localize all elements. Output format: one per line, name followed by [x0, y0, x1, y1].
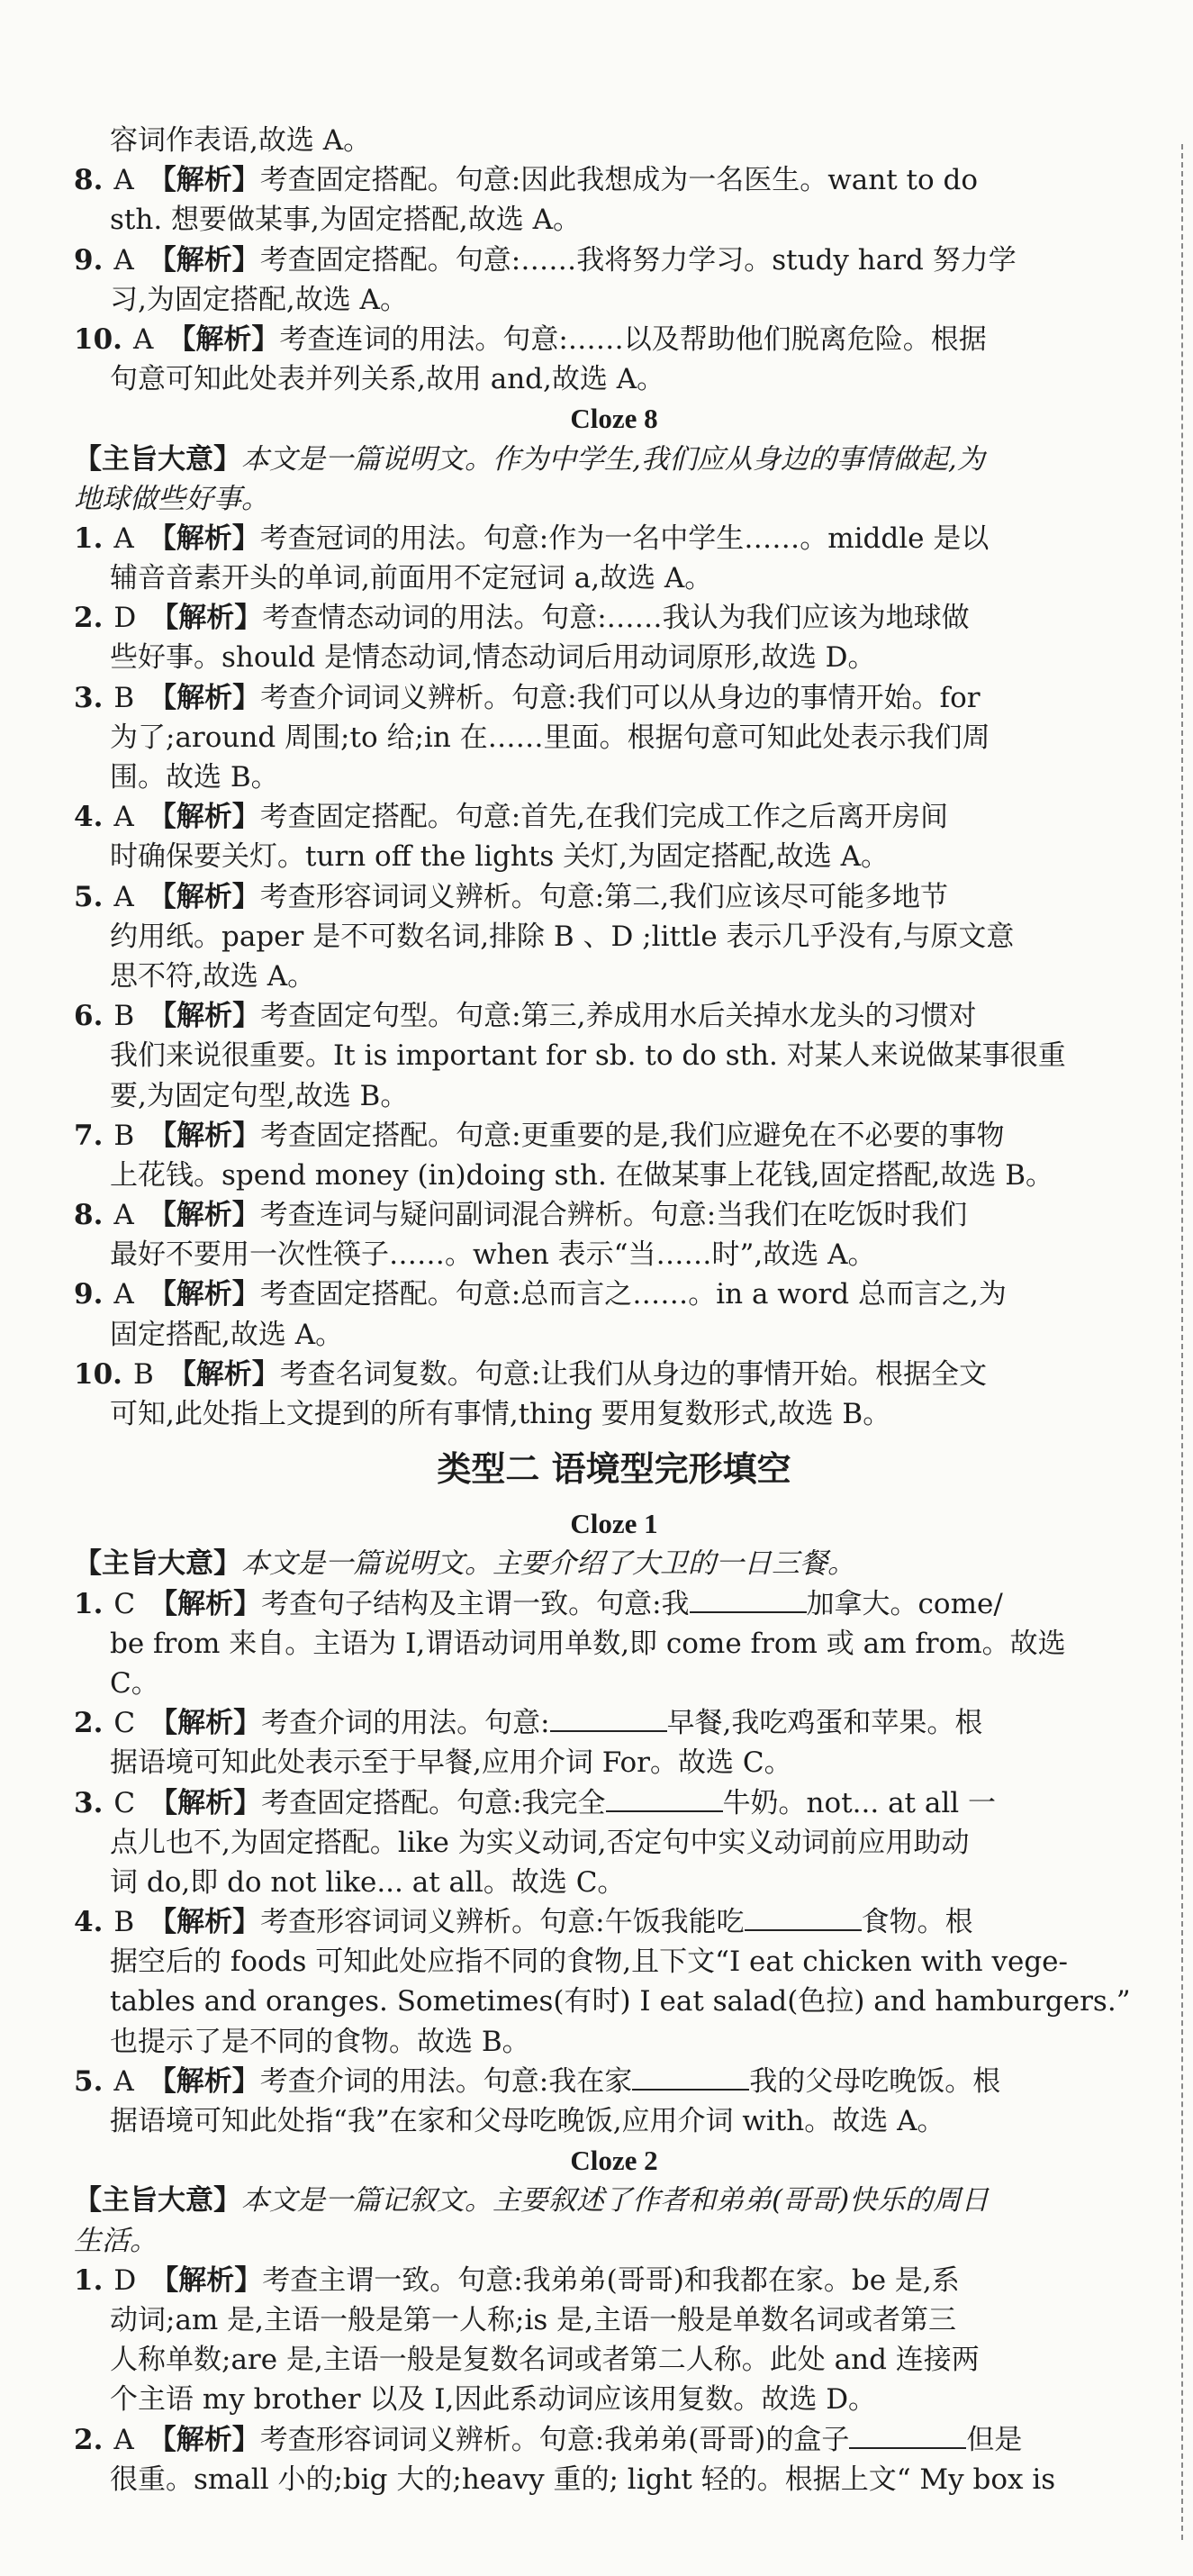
item-number: 5.	[74, 2064, 104, 2098]
analysis-text: 考查连词的用法。句意:……以及帮助他们脱离危险。根据	[279, 322, 987, 356]
analysis-text: 牛奶。not... at all 一	[722, 1786, 997, 1819]
line-text: 上花钱。spend money (in)doing sth. 在做某事上花钱,固定搭配,故选 B。	[110, 1158, 1054, 1192]
line-text: 时确保要关灯。turn off the lights 关灯,为固定搭配,故选 A。	[110, 840, 890, 874]
continuation-line	[74, 359, 1154, 399]
line-text: 约用纸。paper 是不可数名词,排除 B 、D ;little 表示几乎没有,与原文意	[110, 920, 1015, 953]
continuation-line	[74, 1076, 1154, 1116]
continuation-line	[74, 757, 1154, 797]
line-text: 据语境可知此处表示至于早餐,应用介词 For。故选 C。	[110, 1746, 792, 1780]
answer-letter: A	[132, 322, 154, 356]
line-text: 据空后的 foods 可知此处应指不同的食物,且下文“I eat chicken with vege-	[110, 1946, 1069, 1979]
line-text: 容词作表语,故选 A。	[110, 124, 372, 157]
answer-letter: C	[113, 1786, 136, 1819]
analysis-text: 考查形容词词义辨析。句意:第二,我们应该尽可能多地节	[259, 880, 949, 913]
item-number: 8.	[74, 1199, 104, 1232]
continuation-line	[74, 1156, 1154, 1195]
analysis-text: 考查固定搭配。句意:首先,在我们完成工作之后离开房间	[259, 801, 949, 834]
analysis-tag: 【解析】	[148, 1199, 260, 1232]
line-text: be from 来自。主语为 I,谓语动词用单数,即 come from 或 am from。故选	[110, 1627, 1066, 1660]
continuation-line	[74, 1394, 1154, 1434]
answer-item	[74, 1584, 1154, 1624]
continuation-line	[74, 2340, 1154, 2380]
fill-in-blank	[745, 1906, 862, 1931]
answer-item	[74, 1902, 1154, 1942]
analysis-tag: 【解析】	[149, 1906, 261, 1939]
item-number: 8.	[74, 164, 104, 197]
answer-item	[74, 598, 1154, 638]
fill-in-blank	[632, 2065, 749, 2091]
answer-item	[74, 1355, 1154, 1394]
item-number: 1.	[74, 2263, 104, 2297]
continuation-line	[74, 1624, 1154, 1664]
item-number: 9.	[74, 1278, 104, 1311]
analysis-tag: 【解析】	[149, 1000, 261, 1033]
cloze-title: Cloze 1	[570, 1508, 658, 1540]
cloze-heading	[74, 1504, 1154, 1544]
item-number: 3.	[74, 1786, 104, 1819]
line-text: 固定搭配,故选 A。	[110, 1318, 344, 1351]
line-text: 最好不要用一次性筷子……。when 表示“当……时”,故选 A。	[110, 1238, 876, 1272]
item-number: 2.	[74, 1707, 104, 1740]
answer-item	[74, 320, 1154, 359]
continuation-line	[74, 2300, 1154, 2340]
answer-letter: A	[113, 1278, 134, 1311]
continuation-line	[74, 2380, 1154, 2419]
analysis-tag: 【解析】	[148, 2423, 260, 2456]
answer-letter: A	[113, 801, 134, 834]
analysis-tag: 【解析】	[167, 322, 280, 356]
continuation-line	[74, 1823, 1154, 1863]
answer-letter: A	[113, 1199, 134, 1232]
fill-in-blank	[606, 1787, 723, 1812]
analysis-text: 考查介词的用法。句意:我在家	[259, 2064, 633, 2098]
line-text: tables and oranges. Sometimes(有时) I eat salad(色拉) and hamburgers.”	[110, 1985, 1131, 2018]
analysis-text: 早餐,我吃鸡蛋和苹果。根	[666, 1707, 983, 1740]
answer-letter: A	[113, 164, 134, 197]
answer-letter: A	[113, 522, 134, 555]
line-text: 要,为固定句型,故选 B。	[110, 1079, 409, 1112]
analysis-text: 考查固定搭配。句意:……我将努力学习。study hard 努力学	[259, 243, 1017, 277]
line-text: 也提示了是不同的食物。故选 B。	[110, 2025, 530, 2058]
analysis-text: 考查冠词的用法。句意:作为一名中学生……。middle 是以	[259, 522, 990, 555]
analysis-text: 考查固定搭配。句意:我完全	[261, 1786, 606, 1819]
analysis-text: 考查固定搭配。句意:总而言之……。in a word 总而言之,为	[259, 1278, 1007, 1311]
continuation-line	[74, 1743, 1154, 1782]
answer-letter: B	[113, 1119, 135, 1152]
analysis-text: 但是	[966, 2423, 1023, 2456]
item-number: 7.	[74, 1119, 104, 1152]
continuation-line	[74, 638, 1154, 677]
item-number: 2.	[74, 2423, 104, 2456]
item-number: 4.	[74, 801, 104, 834]
answer-item	[74, 2062, 1154, 2101]
continuation-line	[74, 957, 1154, 996]
analysis-tag: 【解析】	[148, 801, 260, 834]
answer-letter: B	[132, 1357, 154, 1391]
analysis-tag: 【解析】	[150, 602, 263, 635]
analysis-text: 考查句子结构及主谓一致。句意:我	[261, 1587, 690, 1620]
analysis-tag: 【解析】	[148, 880, 260, 913]
cloze-title: Cloze 2	[570, 2145, 658, 2177]
main-idea-line	[74, 1544, 1154, 1583]
main-idea-line	[74, 2181, 1154, 2220]
section-heading	[74, 1434, 1154, 1504]
analysis-tag: 【解析】	[148, 522, 260, 555]
analysis-text: 考查固定搭配。句意:因此我想成为一名医生。want to do	[259, 164, 978, 197]
section-title: 类型二 语境型完形填空	[437, 1448, 791, 1490]
line-text: 点儿也不,为固定搭配。like 为实义动词,否定句中实义动词前应用助动	[110, 1826, 970, 1859]
fill-in-blank	[690, 1588, 807, 1613]
continuation-line	[74, 1942, 1154, 1982]
continuation-line	[74, 2101, 1154, 2141]
analysis-text: 考查主谓一致。句意:我弟弟(哥哥)和我都在家。be 是,系	[262, 2263, 960, 2297]
answer-letter: D	[113, 602, 137, 635]
line-text: 句意可知此处表并列关系,故用 and,故选 A。	[110, 363, 665, 396]
analysis-text: 考查形容词词义辨析。句意:午饭我能吃	[260, 1906, 745, 1939]
analysis-text: 我的父母吃晚饭。根	[749, 2064, 1001, 2098]
analysis-tag: 【解析】	[149, 681, 261, 714]
item-number: 4.	[74, 1906, 104, 1939]
continuation-line	[74, 2022, 1154, 2062]
item-number: 1.	[74, 1587, 104, 1620]
line-text: 辅音音素开头的单词,前面用不定冠词 a,故选 A。	[110, 562, 713, 595]
main-idea-tag: 【主旨大意】	[74, 2184, 241, 2218]
item-number: 6.	[74, 1000, 104, 1033]
line-text: 个主语 my brother 以及 I,因此系动词应该用复数。故选 D。	[110, 2383, 877, 2417]
line-text: 习,为固定搭配,故选 A。	[110, 283, 408, 316]
line-text: 词 do,即 do not like... at all。故选 C。	[110, 1865, 626, 1899]
analysis-text: 考查情态动词的用法。句意:……我认为我们应该为地球做	[262, 602, 970, 635]
item-number: 10.	[74, 1357, 122, 1391]
answer-item	[74, 1195, 1154, 1235]
main-idea-text: 本文是一篇说明文。作为中学生,我们应从身边的事情做起,为	[241, 442, 985, 476]
analysis-tag: 【解析】	[150, 2263, 263, 2297]
item-number: 5.	[74, 880, 104, 913]
continuation-line	[74, 558, 1154, 598]
main-idea-text: 地球做些好事。	[74, 482, 269, 515]
main-idea-tag: 【主旨大意】	[74, 1547, 241, 1581]
continuation-line	[74, 121, 1154, 160]
analysis-text: 考查介词的用法。句意:	[261, 1707, 550, 1740]
item-number: 2.	[74, 602, 104, 635]
line-text: 可知,此处指上文提到的所有事情,thing 要用复数形式,故选 B。	[110, 1398, 891, 1430]
line-text: 围。故选 B。	[110, 761, 279, 794]
main-idea-continuation	[74, 2221, 1154, 2261]
analysis-text: 考查连词与疑问副词混合辨析。句意:当我们在吃饭时我们	[259, 1199, 968, 1232]
continuation-line	[74, 1863, 1154, 1902]
analysis-tag: 【解析】	[149, 1707, 262, 1740]
continuation-line	[74, 1664, 1154, 1703]
continuation-line	[74, 2460, 1154, 2499]
answer-item	[74, 160, 1154, 200]
continuation-line	[74, 1235, 1154, 1274]
line-text: C。	[110, 1666, 159, 1700]
continuation-line	[74, 1315, 1154, 1355]
item-number: 9.	[74, 243, 104, 277]
answer-item	[74, 1783, 1154, 1823]
continuation-line	[74, 718, 1154, 757]
answer-item	[74, 1274, 1154, 1314]
continuation-line	[74, 917, 1154, 957]
answer-letter: B	[113, 1000, 135, 1033]
answer-letter: C	[113, 1587, 136, 1620]
analysis-tag: 【解析】	[167, 1357, 280, 1391]
answer-item	[74, 1703, 1154, 1743]
analysis-tag: 【解析】	[149, 1587, 262, 1620]
analysis-tag: 【解析】	[149, 1786, 262, 1819]
item-number: 3.	[74, 681, 104, 714]
main-idea-tag: 【主旨大意】	[74, 442, 241, 476]
item-number: 10.	[74, 322, 122, 356]
answer-item	[74, 877, 1154, 917]
line-text: 我们来说很重要。It is important for sb. to do sth. 对某人来说做某事很重	[110, 1039, 1066, 1073]
fill-in-blank	[849, 2424, 966, 2449]
page-fold-divider	[1181, 144, 1183, 2540]
line-text: 为了;around 周围;to 给;in 在……里面。根据句意可知此处表示我们周	[110, 721, 990, 754]
cloze-heading	[74, 399, 1154, 439]
continuation-line	[74, 1982, 1154, 2021]
answer-letter: A	[113, 243, 134, 277]
analysis-text: 考查形容词词义辨析。句意:我弟弟(哥哥)的盒子	[259, 2423, 850, 2456]
fill-in-blank	[550, 1707, 667, 1732]
cloze-title: Cloze 8	[570, 403, 658, 435]
answer-column	[74, 121, 1154, 2499]
main-idea-line	[74, 440, 1154, 479]
answer-letter: B	[113, 1906, 135, 1939]
line-text: 些好事。should 是情态动词,情态动词后用动词原形,故选 D。	[110, 641, 876, 675]
continuation-line	[74, 1036, 1154, 1075]
analysis-text: 食物。根	[861, 1906, 973, 1939]
answer-item	[74, 797, 1154, 837]
analysis-tag: 【解析】	[148, 243, 260, 277]
item-number: 1.	[74, 522, 104, 555]
analysis-text: 考查固定搭配。句意:更重要的是,我们应避免在不必要的事物	[260, 1119, 1005, 1152]
answer-item	[74, 996, 1154, 1036]
answer-letter: C	[113, 1707, 136, 1740]
analysis-text: 考查固定句型。句意:第三,养成用水后关掉水龙头的习惯对	[260, 1000, 977, 1033]
continuation-line	[74, 200, 1154, 240]
main-idea-text: 生活。	[74, 2224, 158, 2257]
main-idea-text: 本文是一篇说明文。主要介绍了大卫的一日三餐。	[241, 1547, 855, 1581]
continuation-line	[74, 280, 1154, 320]
answer-letter: B	[113, 681, 135, 714]
answer-item	[74, 519, 1154, 558]
answer-item	[74, 2420, 1154, 2460]
line-text: 很重。small 小的;big 大的;heavy 重的; light 轻的。根据上文“ My box is	[110, 2463, 1056, 2496]
answer-item	[74, 678, 1154, 718]
answer-item	[74, 2261, 1154, 2300]
line-text: 思不符,故选 A。	[110, 959, 316, 993]
cloze-heading	[74, 2141, 1154, 2181]
answer-item	[74, 1116, 1154, 1156]
line-text: sth. 想要做某事,为固定搭配,故选 A。	[110, 204, 581, 237]
answer-letter: D	[113, 2263, 137, 2297]
line-text: 人称单数;are 是,主语一般是复数名词或者第二人称。此处 and 连接两	[110, 2344, 980, 2377]
answer-letter: A	[113, 2064, 134, 2098]
analysis-tag: 【解析】	[149, 1119, 261, 1152]
answer-letter: A	[113, 880, 134, 913]
analysis-text: 考查介词词义辨析。句意:我们可以从身边的事情开始。for	[260, 681, 981, 714]
main-idea-continuation	[74, 479, 1154, 519]
analysis-tag: 【解析】	[148, 164, 260, 197]
analysis-text: 考查名词复数。句意:让我们从身边的事情开始。根据全文	[279, 1357, 988, 1391]
continuation-line	[74, 837, 1154, 876]
line-text: 动词;am 是,主语一般是第一人称;is 是,主语一般是单数名词或者第三	[110, 2303, 957, 2336]
analysis-tag: 【解析】	[148, 1278, 260, 1311]
line-text: 据语境可知此处指“我”在家和父母吃晚饭,应用介词 with。故选 A。	[110, 2105, 945, 2137]
answer-item	[74, 240, 1154, 280]
analysis-tag: 【解析】	[148, 2064, 260, 2098]
analysis-text: 加拿大。come/	[806, 1587, 1003, 1620]
main-idea-text: 本文是一篇记叙文。主要叙述了作者和弟弟(哥哥)快乐的周日	[241, 2184, 990, 2218]
answer-letter: A	[113, 2423, 134, 2456]
